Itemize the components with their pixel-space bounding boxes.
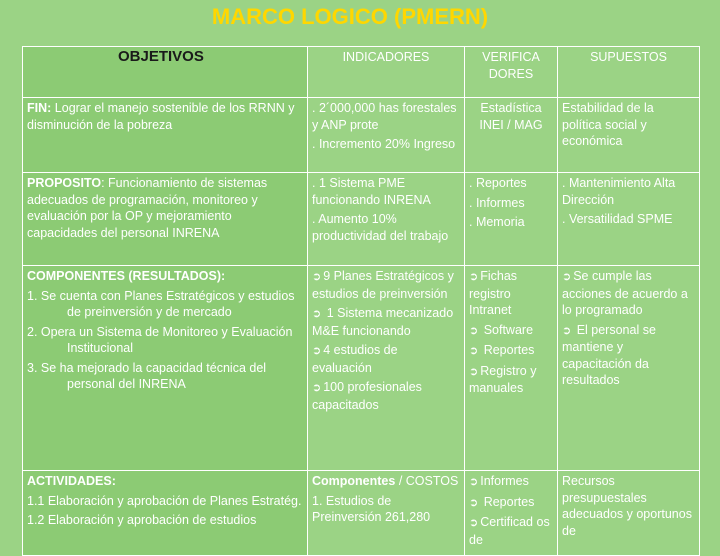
header-verificadores bbox=[465, 47, 558, 98]
header-supuestos: SUPUESTOS bbox=[558, 47, 700, 98]
fin-indicador-1: . 2´000,000 has forestales y ANP prote bbox=[312, 101, 457, 132]
logical-framework-table bbox=[22, 46, 700, 556]
arrow-icon: ➲ bbox=[312, 382, 322, 394]
table-row-componentes bbox=[23, 266, 700, 471]
header-indicadores: INDICADORES bbox=[308, 47, 465, 98]
proposito-supuesto-1: . Mantenimiento Alta Dirección bbox=[562, 176, 676, 207]
fin-text: Lograr el manejo sostenible de los RRNN y disminución de la pobreza bbox=[27, 101, 295, 132]
proposito-supuesto-2: . Versatilidad SPME bbox=[562, 212, 673, 226]
header-verificadores-line1: VERIFICA bbox=[482, 50, 540, 64]
actividades-supuestos bbox=[558, 471, 700, 556]
header-row bbox=[23, 47, 700, 98]
fin-verificador-1: Estadística INEI / MAG bbox=[479, 101, 543, 132]
actividades-verificador-1 bbox=[469, 473, 553, 491]
componente-1: 1. Se cuenta con Planes Estratégicos y estudios de preinversión y de mercado bbox=[27, 288, 295, 319]
actividades-indicadores-heading bbox=[312, 473, 460, 490]
arrow-icon: ➲ bbox=[562, 271, 572, 283]
proposito-verificador-2: . Informes bbox=[469, 195, 525, 210]
componentes-verificador-4-text: Registro y manuales bbox=[469, 363, 537, 395]
actividades-supuesto-1: Recursos presupuestales adecuados y oportunos de bbox=[562, 474, 692, 538]
actividades-verificador-2-text: Reportes bbox=[480, 494, 535, 509]
componentes-indicador-4-text: 100 profesionales capacitados bbox=[312, 380, 422, 412]
proposito-verificadores bbox=[465, 173, 558, 266]
fin-supuesto-1: Estabilidad de la política social y económica bbox=[562, 101, 654, 148]
actividades-verificador-3 bbox=[469, 514, 553, 548]
componentes-indicador-3 bbox=[312, 342, 460, 376]
componentes-supuestos bbox=[558, 266, 700, 471]
componentes-verificador-2 bbox=[469, 322, 553, 340]
actividades-label: ACTIVIDADES: bbox=[27, 474, 116, 488]
actividades-indicadores bbox=[308, 471, 465, 556]
fin-label: FIN: bbox=[27, 101, 52, 115]
table-row-actividades bbox=[23, 471, 700, 556]
proposito-indicador-1: . 1 Sistema PME funcionando INRENA bbox=[312, 176, 431, 207]
proposito-objective bbox=[23, 173, 308, 266]
componentes-verificador-1 bbox=[469, 268, 553, 319]
componentes-supuesto-1 bbox=[562, 268, 695, 319]
actividades-verificadores bbox=[465, 471, 558, 556]
componentes-verificadores bbox=[465, 266, 558, 471]
page-title: MARCO LOGICO (PMERN) bbox=[211, 4, 489, 29]
header-objetivos: OBJETIVOS bbox=[23, 47, 308, 98]
proposito-indicadores bbox=[308, 173, 465, 266]
arrow-icon: ➲ bbox=[469, 271, 479, 283]
fin-indicadores bbox=[308, 98, 465, 173]
actividades-indicadores-label: Componentes bbox=[312, 474, 396, 488]
componentes-supuesto-2-text: El personal se mantiene y capacitación da resultados bbox=[562, 322, 656, 387]
actividades-verificador-2 bbox=[469, 494, 553, 512]
fin-indicador-2: . Incremento 20% Ingreso bbox=[312, 137, 456, 151]
fin-objective bbox=[23, 98, 308, 173]
header-verificadores-line2: DORES bbox=[488, 66, 534, 81]
proposito-supuestos bbox=[558, 173, 700, 266]
arrow-icon: ➲ bbox=[312, 271, 322, 283]
actividades-verificador-1-text: Informes bbox=[480, 474, 529, 488]
arrow-icon: ➲ bbox=[469, 476, 479, 488]
proposito-verificador-3: . Memoria bbox=[469, 215, 525, 229]
componentes-verificador-2-text: Software bbox=[480, 322, 534, 337]
actividades-verificador-3-text: Certificad os de bbox=[469, 515, 550, 547]
actividad-1: 1.1 Elaboración y aprobación de Planes Estratég. bbox=[27, 493, 302, 508]
arrow-icon: ➲ bbox=[312, 308, 322, 320]
componentes-verificador-3-text: Reportes bbox=[480, 343, 535, 357]
fin-verificadores bbox=[465, 98, 558, 173]
arrow-icon: ➲ bbox=[469, 345, 479, 357]
componentes-indicador-2 bbox=[312, 305, 460, 339]
table-row-proposito bbox=[23, 173, 700, 266]
arrow-icon: ➲ bbox=[562, 324, 572, 337]
componentes-indicador-1 bbox=[312, 268, 460, 302]
componentes-supuesto-1-text: Se cumple las acciones de acuerdo a lo programado bbox=[562, 269, 688, 317]
arrow-icon: ➲ bbox=[469, 496, 479, 509]
componentes-verificador-4 bbox=[469, 363, 553, 397]
componente-2: 2. Opera un Sistema de Monitoreo y Evaluación Institucional bbox=[27, 324, 293, 355]
proposito-label: PROPOSITO bbox=[27, 176, 102, 190]
proposito-text: : Funcionamiento de sistemas adecuados de programación, monitoreo y evaluación por la OP y mejoramiento capacidades del personal INRENA bbox=[27, 176, 268, 240]
componentes-indicadores bbox=[308, 266, 465, 471]
componentes-indicador-1-text: 9 Planes Estratégicos y estudios de preinversión bbox=[312, 269, 454, 301]
componentes-verificador-3 bbox=[469, 342, 553, 360]
actividades-indicador-1: 1. Estudios de Preinversión 261,280 bbox=[312, 493, 431, 524]
arrow-icon: ➲ bbox=[312, 345, 322, 357]
componentes-indicador-2-text: 1 Sistema mecanizado M&E funcionando bbox=[312, 306, 454, 338]
componentes-indicador-4 bbox=[312, 379, 460, 413]
arrow-icon: ➲ bbox=[469, 324, 479, 337]
componentes-objective bbox=[23, 266, 308, 471]
componentes-verificador-1-text: Fichas registro Intranet bbox=[469, 269, 518, 317]
componente-3: 3. Se ha mejorado la capacidad técnica del personal del INRENA bbox=[27, 360, 267, 391]
componentes-indicador-3-text: 4 estudios de evaluación bbox=[312, 343, 398, 375]
fin-supuestos bbox=[558, 98, 700, 173]
actividad-2: 1.2 Elaboración y aprobación de estudios bbox=[27, 513, 257, 527]
proposito-verificador-1: . Reportes bbox=[469, 176, 527, 190]
actividades-objective bbox=[23, 471, 308, 556]
componentes-label: COMPONENTES (RESULTADOS): bbox=[27, 269, 226, 283]
componentes-supuesto-2 bbox=[562, 322, 695, 389]
actividades-indicadores-label2: / COSTOS bbox=[395, 474, 459, 488]
proposito-indicador-2: . Aumento 10% productividad del trabajo bbox=[312, 212, 449, 243]
arrow-icon: ➲ bbox=[469, 365, 479, 378]
table-row-fin bbox=[23, 98, 700, 173]
arrow-icon: ➲ bbox=[469, 517, 479, 529]
